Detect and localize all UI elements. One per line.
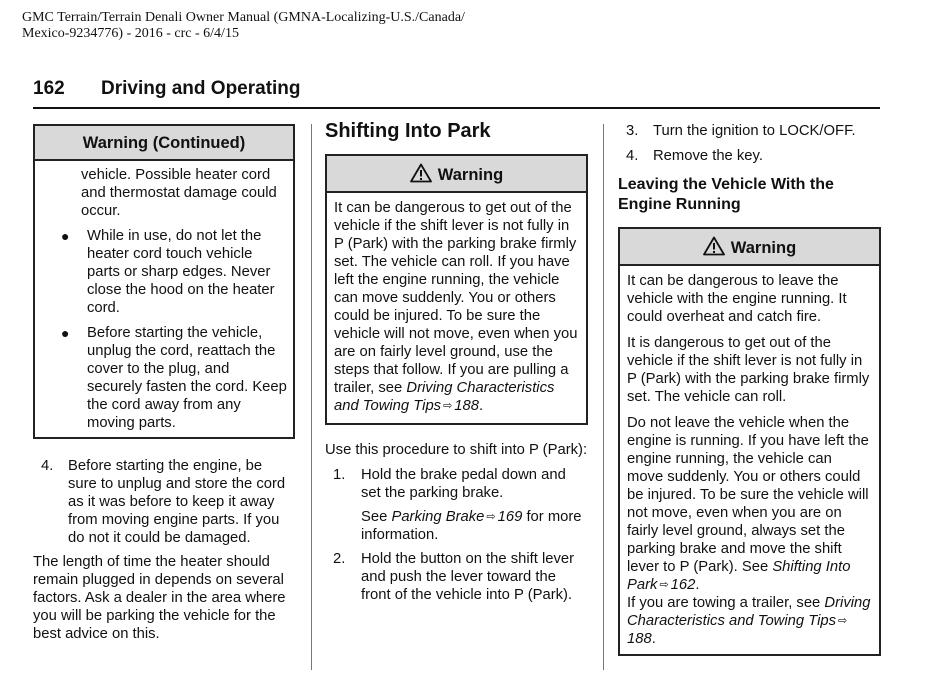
step-text: Before starting the engine, be sure to unplug and store the cord as it was before to keep it away from moving engine parts. If you do not it could be damaged.	[68, 458, 286, 546]
column-divider	[311, 124, 312, 670]
warning-paragraph: It is dangerous to get out of the vehicle if the shift lever is not fully in P (Park) with the parking brake firmly set. The vehicle can roll.	[627, 335, 870, 405]
warning-box-title	[620, 229, 879, 266]
warning-paragraph: It can be dangerous to leave the vehicle with the engine running. It could overheat and catch fire.	[627, 273, 847, 325]
warning-box-title	[327, 156, 586, 193]
step-number: 4.	[41, 458, 54, 474]
step-note: See Parking Brake ⇨ 169 for more information.	[361, 509, 582, 543]
section-heading: Shifting Into Park	[325, 120, 491, 142]
subsection-heading: Leaving the Vehicle With the Engine Running	[618, 176, 834, 213]
step-number: 3.	[626, 123, 639, 139]
warning-triangle-icon	[410, 163, 432, 183]
step-text: Hold the brake pedal down and set the parking brake.	[361, 467, 566, 501]
procedure-step	[618, 122, 881, 140]
section-title: Driving and Operating	[101, 78, 301, 99]
reference-page: 169	[497, 509, 523, 525]
reference-page: 188	[627, 631, 652, 647]
warning-bullet-text: Before starting the vehicle, unplug the cord, reattach the cover to the plug, and securely fasten the cord. Keep the cord away from any moving parts.	[87, 325, 287, 431]
heater-paragraph: The length of time the heater should remain plugged in depends on several factors. Ask a dealer in the area where you will be parking the vehicle for the best advice on this.	[33, 554, 286, 642]
reference-arrow-icon: ⇨	[659, 579, 669, 591]
reference-page: 188	[454, 398, 479, 414]
column-divider	[603, 124, 604, 670]
warning-bullet: ● While in use, do not let the heater cord touch vehicle parts or sharp edges. Never close the hood on the heater cord.	[61, 228, 275, 316]
procedure-step	[33, 457, 295, 547]
warning-bullet: ● Before starting the vehicle, unplug the cord, reattach the cover to the plug, and securely fasten the cord. Keep the cord away from any moving parts.	[61, 325, 287, 431]
warning-paragraph: If you are towing a trailer, see Driving Characteristics and Towing Tips ⇨188.	[627, 595, 871, 647]
reference-link[interactable]: Driving Characteristics and Towing Tips	[334, 380, 555, 414]
page-header	[33, 78, 301, 100]
step-text: Remove the key.	[653, 148, 763, 164]
step-number: 1.	[333, 467, 346, 483]
reference-link[interactable]: Shifting Into Park	[627, 559, 851, 593]
reference-link[interactable]: Driving Characteristics and Towing Tips	[627, 595, 871, 629]
procedure-intro: Use this procedure to shift into P (Park):	[325, 442, 588, 458]
warning-paragraph: Do not leave the vehicle when the engine is running. If you have left the engine running, the vehicle can move suddenly. You or others could be injured. To be sure the vehicle will not move, even when you are on fairly level ground, always set the parking brake and move the shift lever to P (Park). See Shifting Into Park ⇨ 162.	[627, 415, 869, 593]
step-text: Hold the button on the shift lever and push the lever toward the front of the vehicle into P (Park).	[361, 551, 575, 603]
warning-label: Warning	[437, 166, 504, 184]
meta-line-1: GMC Terrain/Terrain Denali Owner Manual (GMNA-Localizing-U.S./Canada/	[22, 10, 465, 25]
warning-triangle-icon	[703, 236, 725, 256]
warning-box	[618, 227, 881, 656]
column-2	[325, 120, 588, 610]
warning-box	[325, 154, 588, 425]
procedure-step	[325, 550, 588, 604]
reference-arrow-icon: ⇨	[486, 511, 496, 523]
warning-label: Warning	[730, 239, 797, 257]
column-1	[33, 124, 295, 643]
reference-arrow-icon: ⇨	[443, 400, 453, 412]
reference-arrow-icon: ⇨	[838, 615, 848, 627]
meta-line-2: Mexico-9234776) - 2016 - crc - 6/4/15	[22, 26, 239, 41]
step-number: 4.	[626, 148, 639, 164]
warning-text: It can be dangerous to get out of the vehicle if the shift lever is not fully in P (Park) with the parking brake firmly set. The vehicle can roll. If you have left the engine running, the vehicle can move suddenly. You or others could be injured. To be sure the vehicle will not move, even when you are on fairly level ground, use the steps that follow. If you are pulling a trailer, see Driving Characteristics and Towing Tips ⇨ 188.	[334, 200, 578, 414]
reference-page: 162	[670, 577, 696, 593]
step-text: Turn the ignition to LOCK/OFF.	[653, 123, 856, 139]
step-number: 2.	[333, 551, 346, 567]
reference-link[interactable]: Parking Brake	[391, 509, 485, 525]
procedure-step	[618, 147, 881, 165]
column-3	[618, 122, 881, 656]
warning-continued-text: vehicle. Possible heater cord and thermostat damage could occur.	[81, 167, 277, 219]
procedure-step	[325, 466, 588, 502]
page-number: 162	[33, 78, 65, 99]
warning-continued-box	[33, 124, 295, 439]
document-meta	[22, 10, 465, 42]
header-rule	[33, 107, 880, 109]
warning-continued-title: Warning (Continued)	[35, 126, 293, 161]
warning-bullet-text: While in use, do not let the heater cord touch vehicle parts or sharp edges. Never close the hood on the heater cord.	[87, 228, 275, 316]
